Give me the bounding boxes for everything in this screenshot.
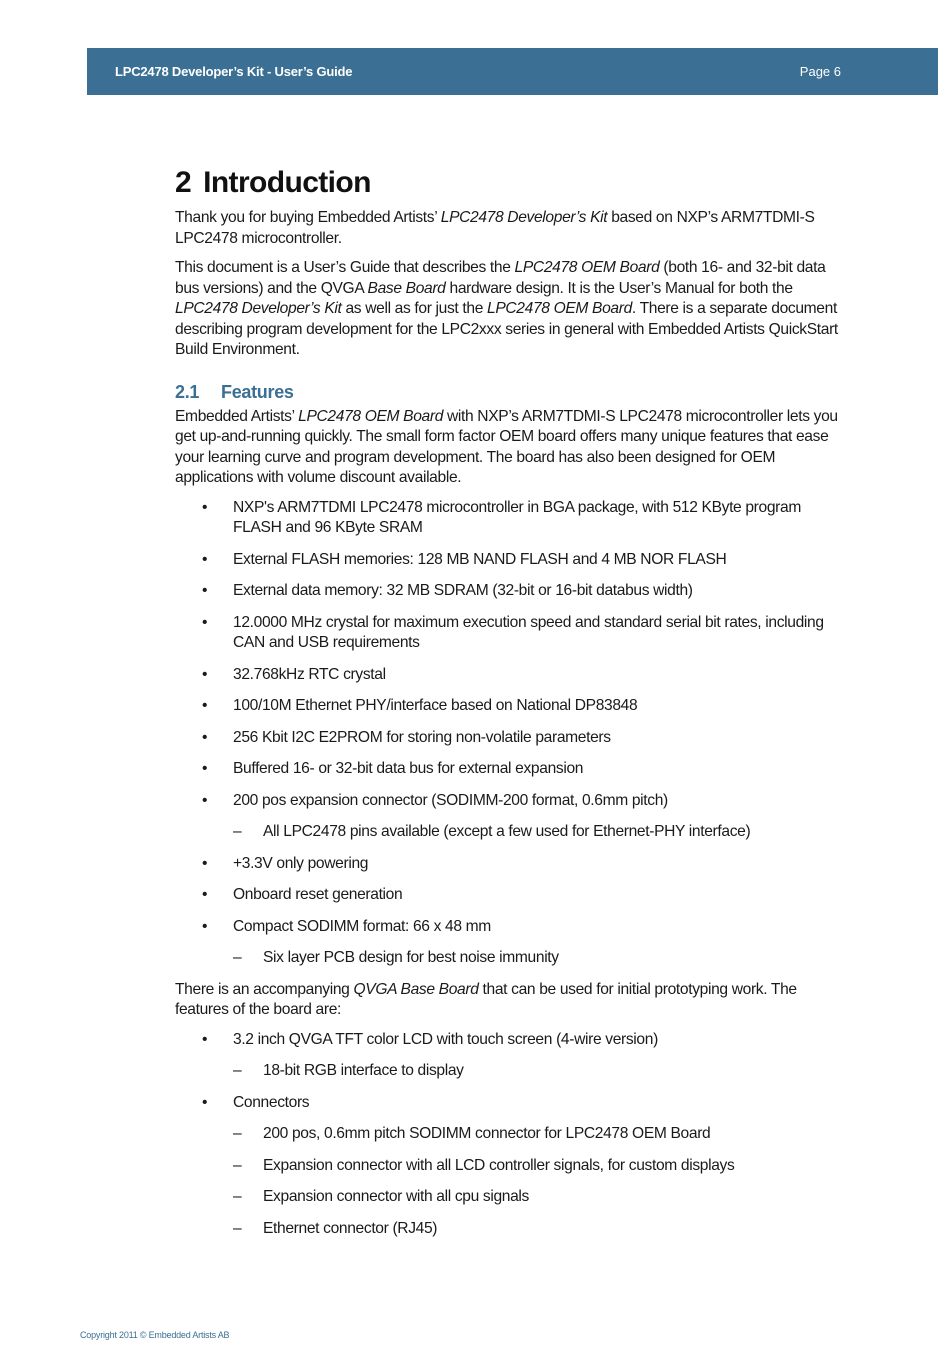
list-item	[175, 696, 845, 717]
text-run: Embedded Artists’	[175, 407, 299, 425]
section-heading	[175, 165, 845, 201]
italic-run: QVGA Base Board	[353, 980, 479, 998]
sub-list-item-text: Ethernet connector (RJ45)	[263, 1219, 438, 1237]
sub-list	[233, 948, 845, 969]
sub-list-item	[233, 822, 845, 843]
features-paragraph-2	[175, 980, 845, 1021]
list-item-text: 32.768kHz RTC crystal	[233, 665, 386, 683]
sub-list-item-text: Six layer PCB design for best noise immunity	[263, 949, 559, 966]
list-item	[175, 759, 845, 780]
sub-list-item	[233, 1061, 845, 1082]
list-item-text: 200 pos expansion connector (SODIMM-200 format, 0.6mm pitch)	[233, 791, 668, 809]
list-item	[175, 728, 845, 749]
sub-list-item	[233, 948, 845, 969]
sub-list-item	[233, 1124, 845, 1145]
text-run: hardware design. It is the User’s Manual for both the	[445, 279, 793, 297]
list-item-text: NXP's ARM7TDMI LPC2478 microcontroller in BGA package, with 512 KByte program FLASH and 96 KByte SRAM	[233, 498, 801, 536]
list-item	[175, 665, 845, 686]
italic-run: LPC2478 OEM Board	[514, 259, 660, 276]
base-board-feature-list	[175, 1030, 845, 1240]
list-item-text: 12.0000 MHz crystal for maximum execution speed and standard serial bit rates, including CAN and USB requirements	[233, 613, 824, 651]
features-paragraph-1	[175, 407, 845, 489]
sub-list-item-text: 200 pos, 0.6mm pitch SODIMM connector for LPC2478 OEM Board	[263, 1125, 711, 1142]
text-run: with NXP’s ARM7TDMI-S LPC2478 microcontroller lets you get up-and-running quickly. The small form factor OEM board offers many unique features that ease your learning curve and program development. The board has also been designed for OEM applications with volume discount available.	[175, 407, 838, 486]
italic-run: LPC2478 Developer’s Kit	[175, 300, 342, 317]
text-run: based on NXP’s ARM7TDMI-S LPC2478 microcontroller.	[175, 209, 815, 247]
italic-run: LPC2478 OEM Board	[298, 407, 444, 425]
page-content	[175, 165, 845, 1250]
copyright-footer: Copyright 2011 © Embedded Artists AB	[80, 1330, 230, 1340]
list-item	[175, 550, 845, 571]
text-run: (both 16- and 32-bit data bus versions) and the QVGA	[175, 259, 826, 297]
list-item-text: Buffered 16- or 32-bit data bus for external expansion	[233, 760, 584, 777]
sub-list	[233, 822, 845, 843]
list-item	[175, 498, 845, 539]
sub-list-item	[233, 1219, 845, 1240]
sub-list-item-text: 18-bit RGB interface to display	[263, 1062, 464, 1079]
text-run: as well as for just the	[341, 300, 488, 317]
subsection-number: 2.1	[175, 381, 200, 402]
list-item	[175, 581, 845, 602]
italic-run: LPC2478 OEM Board	[487, 300, 632, 317]
page-number: Page 6	[799, 64, 841, 79]
list-item	[175, 1030, 845, 1082]
list-item	[175, 613, 845, 654]
sub-list-item	[233, 1187, 845, 1208]
sub-list-item-text: Expansion connector with all LCD controller signals, for custom displays	[263, 1156, 735, 1174]
list-item-text: 256 Kbit I2C E2PROM for storing non-volatile parameters	[233, 728, 611, 746]
subsection-heading	[175, 381, 845, 403]
list-item-text: External data memory: 32 MB SDRAM (32-bit or 16-bit databus width)	[233, 582, 693, 599]
section-number: 2	[175, 166, 192, 199]
sub-list-item-text: All LPC2478 pins available (except a few used for Ethernet-PHY interface)	[263, 823, 751, 840]
text-run: There is an accompanying	[175, 980, 354, 998]
list-item-text: External FLASH memories: 128 MB NAND FLASH and 4 MB NOR FLASH	[233, 550, 727, 568]
list-item-text: 3.2 inch QVGA TFT color LCD with touch screen (4-wire version)	[233, 1030, 658, 1048]
text-run: This document is a User’s Guide that describes the	[175, 259, 515, 276]
intro-paragraph-2	[175, 258, 845, 361]
subsection-title: Features	[221, 381, 294, 402]
sub-list-item	[233, 1156, 845, 1177]
text-run: that can be used for initial prototyping work. The features of the board are:	[175, 980, 797, 1018]
italic-run: Base Board	[367, 279, 446, 297]
sub-list	[233, 1124, 845, 1239]
list-item	[175, 917, 845, 969]
list-item	[175, 1093, 845, 1240]
intro-paragraph-1	[175, 208, 845, 249]
document-title: LPC2478 Developer’s Kit - User’s Guide	[115, 64, 353, 79]
list-item-text: Connectors	[233, 1093, 310, 1111]
text-run: . There is a separate document describing program development for the LPC2xxx series in general with Embedded Artists QuickStart Build Environment.	[175, 300, 838, 358]
list-item-text: +3.3V only powering	[233, 854, 369, 872]
sub-list	[233, 1061, 845, 1082]
list-item-text: 100/10M Ethernet PHY/interface based on National DP83848	[233, 697, 638, 714]
list-item	[175, 885, 845, 906]
oem-feature-list	[175, 498, 845, 969]
list-item-text: Compact SODIMM format: 66 x 48 mm	[233, 917, 491, 935]
text-run: Thank you for buying Embedded Artists’	[175, 209, 441, 226]
sub-list-item-text: Expansion connector with all cpu signals	[263, 1188, 529, 1205]
list-item-text: Onboard reset generation	[233, 886, 403, 903]
page-header	[87, 48, 938, 95]
list-item	[175, 854, 845, 875]
section-title: Introduction	[203, 166, 371, 199]
list-item	[175, 791, 845, 843]
italic-run: LPC2478 Developer’s Kit	[440, 209, 608, 226]
